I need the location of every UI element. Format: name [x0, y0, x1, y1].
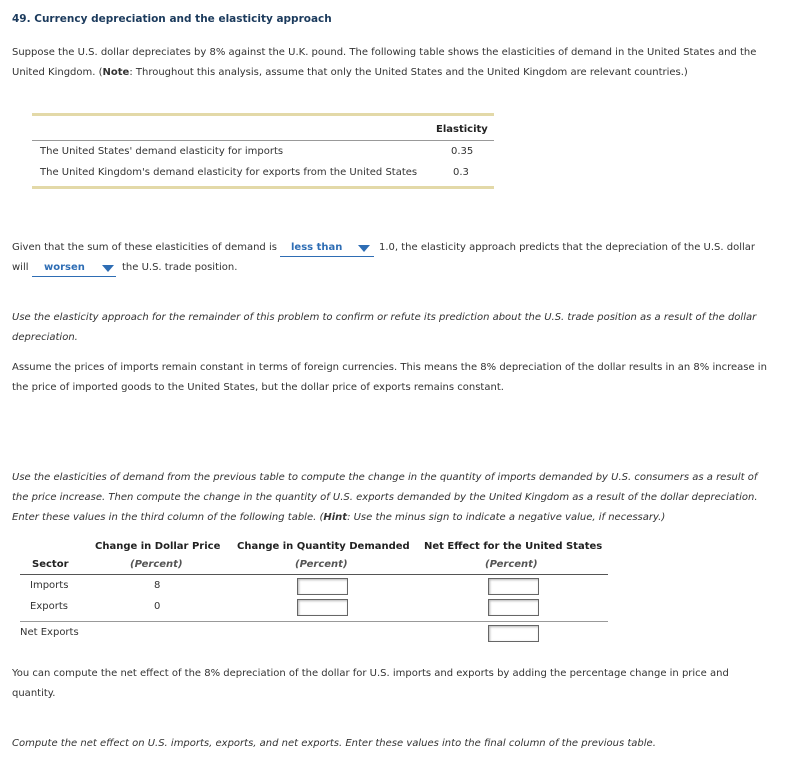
net-exports-net-effect-input[interactable] — [488, 625, 539, 642]
imports-price-change: 8 — [154, 580, 161, 591]
header-rule — [20, 574, 608, 575]
intro-text: United Kingdom. ( — [12, 67, 103, 78]
net-exports-rule — [20, 621, 608, 622]
prediction-text-pre: Given that the sum of these elasticities of demand is — [12, 242, 277, 253]
prediction-will: will — [12, 262, 29, 273]
exports-quantity-input[interactable] — [297, 599, 348, 616]
price-column-header: Change in Dollar Price — [95, 541, 221, 552]
compute-note-line-1: You can compute the net effect of the 8% depreciation of the dollar for U.S. imports and exports by adding the percentage change in price and — [12, 668, 729, 679]
sum-comparison-dropdown[interactable]: less than — [291, 242, 343, 253]
imports-sector-label: Imports — [30, 580, 69, 591]
instructions-paragraph-2 — [12, 468, 787, 528]
sector-column-header: Sector — [32, 559, 69, 570]
us-import-elasticity-value: 0.35 — [451, 146, 474, 157]
uk-export-elasticity-value: 0.3 — [453, 167, 469, 178]
intro-text: : Throughout this analysis, assume that only the United States and the United Kingdom are relevant countries.) — [129, 67, 688, 78]
price-unit-label: (Percent) — [130, 559, 183, 570]
intro-line-1: Suppose the U.S. dollar depreciates by 8% against the U.K. pound. The following table shows the elasticities of demand in the United States and the — [12, 47, 757, 58]
exports-sector-label: Exports — [30, 601, 68, 612]
chevron-down-icon[interactable] — [358, 245, 370, 252]
net-exports-label: Net Exports — [20, 627, 79, 638]
instructions-1-line-2: depreciation. — [12, 332, 78, 343]
hint-label: Hint — [323, 512, 348, 523]
prediction-text-post: the U.S. trade position. — [122, 262, 238, 273]
exports-net-effect-input[interactable] — [488, 599, 539, 616]
quantity-unit-label: (Percent) — [295, 559, 348, 570]
exports-price-change: 0 — [154, 601, 161, 612]
net-unit-label: (Percent) — [485, 559, 538, 570]
chevron-down-icon[interactable] — [102, 265, 114, 272]
table-bottom-rule — [32, 186, 494, 189]
net-effect-column-header: Net Effect for the United States — [424, 541, 603, 552]
instructions-2-line-2: the price increase. Then compute the change in the quantity of U.S. exports demanded by the United Kingdom as a result of the dollar depreciation. — [12, 492, 758, 503]
final-instruction: Compute the net effect on U.S. imports, exports, and net exports. Enter these values into the final column of the previous table. — [12, 738, 656, 749]
instructions-2-line-1: Use the elasticities of demand from the previous table to compute the change in the quantity of imports demanded by U.S. consumers as a result of — [12, 472, 758, 483]
uk-export-elasticity-label: The United Kingdom's demand elasticity for exports from the United States — [40, 167, 418, 178]
assumption-paragraph — [12, 358, 787, 398]
instructions-text: : Use the minus sign to indicate a negative value, if necessary.) — [347, 512, 666, 523]
compute-note-line-2: quantity. — [12, 688, 56, 699]
assumption-line-1: Assume the prices of imports remain constant in terms of foreign currencies. This means the 8% depreciation of the dollar results in an 8% increase in — [12, 362, 767, 373]
quantity-column-header: Change in Quantity Demanded — [237, 541, 410, 552]
imports-quantity-input[interactable] — [297, 578, 348, 595]
us-import-elasticity-label: The United States' demand elasticity for imports — [40, 146, 284, 157]
table-top-rule — [32, 113, 494, 116]
note-label: Note — [102, 67, 130, 78]
intro-line-2 — [12, 63, 787, 83]
header-rule — [32, 140, 494, 141]
elasticity-column-header: Elasticity — [436, 124, 488, 135]
intro-paragraph — [12, 43, 787, 83]
trade-effect-dropdown[interactable]: worsen — [44, 262, 85, 273]
trade-effect-dropdown-underline[interactable] — [32, 276, 116, 277]
sum-comparison-dropdown-underline[interactable] — [280, 256, 374, 257]
page-title: 49. Currency depreciation and the elasticity approach — [12, 13, 332, 25]
prediction-text-mid: 1.0, the elasticity approach predicts that the depreciation of the U.S. dollar — [379, 242, 755, 253]
compute-note-paragraph — [12, 664, 787, 704]
instructions-text: Enter these values in the third column of the following table. ( — [12, 512, 324, 523]
instructions-2-line-3 — [12, 508, 787, 528]
imports-net-effect-input[interactable] — [488, 578, 539, 595]
assumption-line-2: the price of imported goods to the United States, but the dollar price of exports remains constant. — [12, 382, 504, 393]
instructions-paragraph-1 — [12, 308, 787, 348]
instructions-1-line-1: Use the elasticity approach for the remainder of this problem to confirm or refute its prediction about the U.S. trade position as a result of the dollar — [12, 312, 757, 323]
